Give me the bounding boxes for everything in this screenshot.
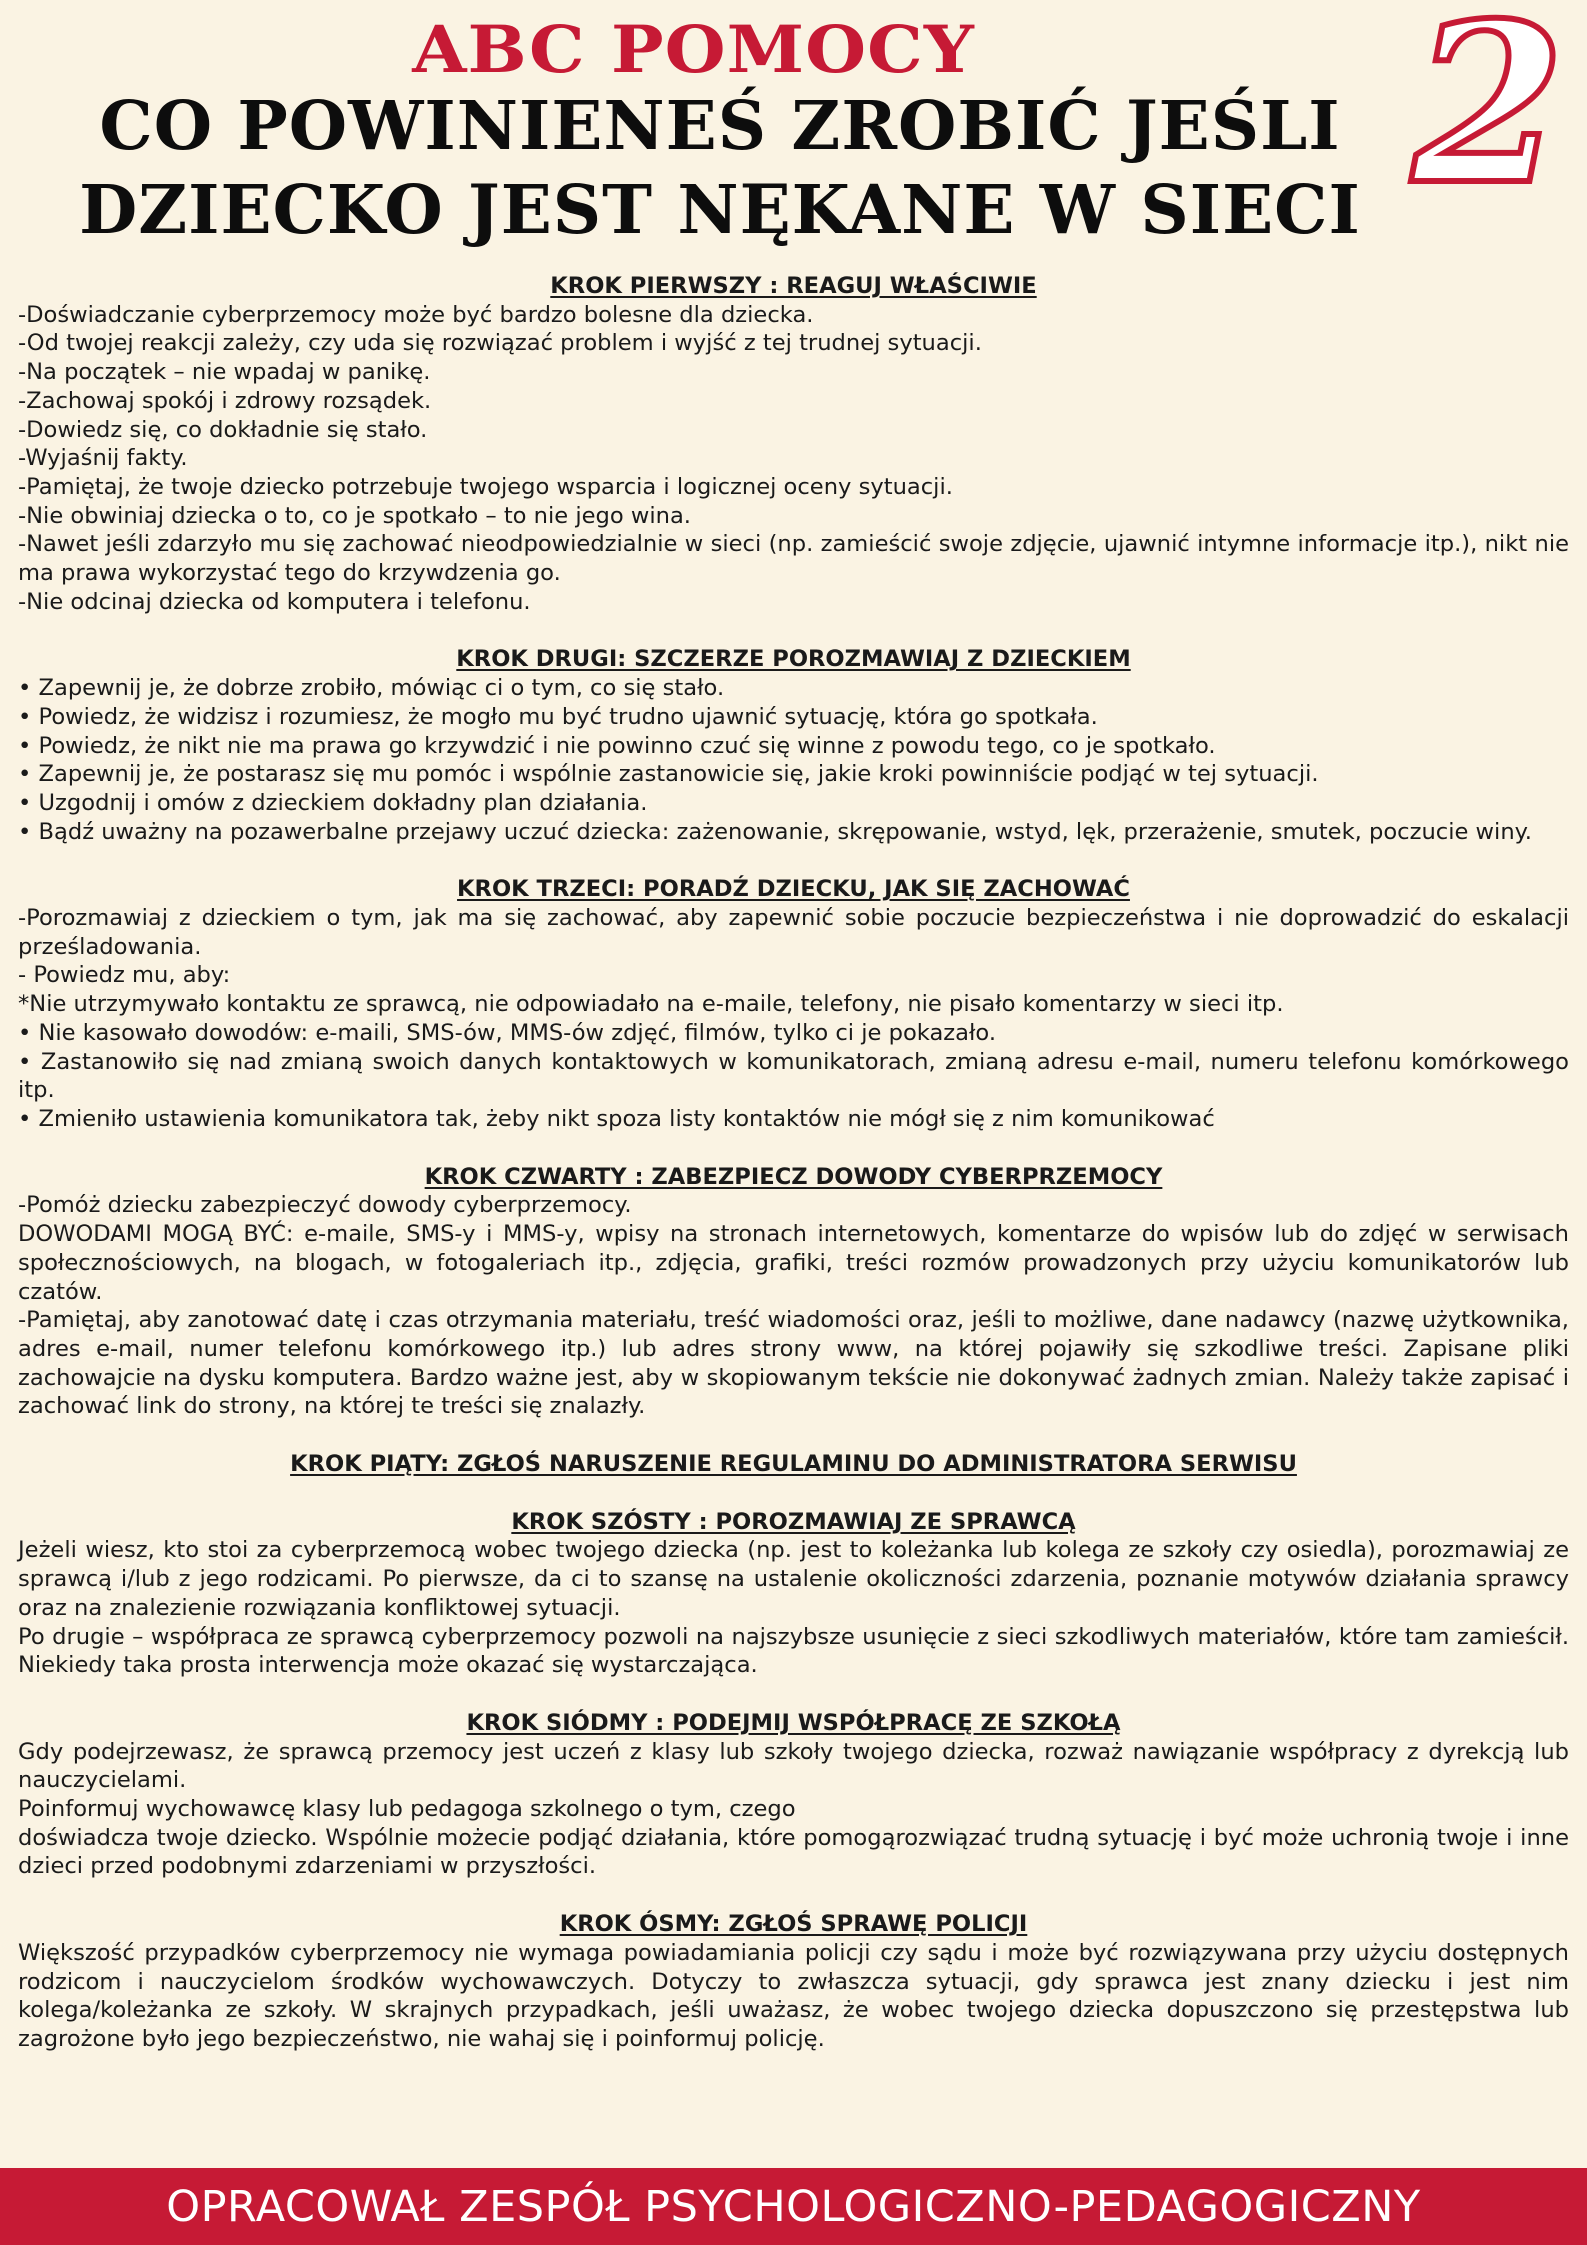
section-step-1 <box>18 272 1569 616</box>
section-title: KROK ÓSMY: ZGŁOŚ SPRAWĘ POLICJI <box>559 1911 1028 1938</box>
section-paragraph: Jeżeli wiesz, kto stoi za cyberprzemocą wobec twojego dziecka (np. jest to koleżanka lub kolega ze szkoły czy osiedla), porozmawiaj ze sprawcą i/lub z jego rodzicami. Po pierwsze, da ci to szansę na ustalenie okoliczności zdarzenia, poznanie motywów działania sprawcy oraz na znalezienie rozwiązania konfliktowej sytuacji. <box>18 1537 1569 1621</box>
section-paragraph: -Nie obwiniaj dziecka o to, co je spotkało – to nie jego wina. <box>18 502 691 529</box>
page-title <box>0 84 1440 252</box>
section-paragraph: • Nie kasowało dowodów: e-maili, SMS-ów, MMS-ów zdjęć, filmów, tylko ci je pokazało. <box>18 1019 997 1046</box>
section-paragraph: Po drugie – współpraca ze sprawcą cyberprzemocy pozwoli na najszybsze usunięcie z sieci szkodliwych materiałów, które tam zamieścił. Niekiedy taka prosta interwencja może okazać się wystarczająca. <box>18 1623 1569 1679</box>
section-paragraph: -Doświadczanie cyberprzemocy może być bardzo bolesne dla dziecka. <box>18 301 814 328</box>
footer-banner <box>0 2168 1587 2245</box>
section-paragraph: - Powiedz mu, aby: <box>18 962 231 989</box>
section-step-7 <box>18 1709 1569 1881</box>
section-title: KROK SZÓSTY : POROZMAWIAJ ZE SPRAWCĄ <box>511 1508 1076 1535</box>
section-paragraph: Poinformuj wychowawcę klasy lub pedagoga szkolnego o tym, czego <box>18 1796 796 1823</box>
section-title: KROK TRZECI: PORADŹ DZIECKU, JAK SIĘ ZACHOWAĆ <box>457 876 1130 903</box>
page-title-line-1: CO POWINIENEŚ ZROBIĆ JEŚLI <box>99 86 1341 165</box>
section-paragraph: Gdy podejrzewasz, że sprawcą przemocy jest uczeń z klasy lub szkoły twojego dziecka, rozważ nawiązanie współpracy z dyrekcją lub nauczycielami. <box>18 1738 1569 1794</box>
section-step-8 <box>18 1910 1569 2054</box>
section-paragraph: -Zachowaj spokój i zdrowy rozsądek. <box>18 387 432 414</box>
section-step-2 <box>18 645 1569 846</box>
section-step-5 <box>18 1450 1569 1479</box>
section-paragraph: -Pamiętaj, że twoje dziecko potrzebuje twojego wsparcia i logicznej oceny sytuacji. <box>18 473 953 500</box>
issue-number: 2 <box>1411 0 1565 233</box>
section-paragraph: -Pomóż dziecku zabezpieczyć dowody cyberprzemocy. <box>18 1192 632 1219</box>
section-paragraph: -Porozmawiaj z dzieckiem o tym, jak ma się zachować, aby zapewnić sobie poczucie bezpieczeństwa i nie doprowadzić do eskalacji prześladowania. <box>18 905 1569 960</box>
section-paragraph: • Powiedz, że nikt nie ma prawa go krzywdzić i nie powinno czuć się winne z powodu tego, co je spotkało. <box>18 732 1216 759</box>
section-paragraph: • Powiedz, że widzisz i rozumiesz, że mogło mu być trudno ujawnić sytuację, która go spotkała. <box>18 703 1098 730</box>
section-paragraph: • Zastanowiło się nad zmianą swoich danych kontaktowych w komunikatorach, zmianą adresu e-mail, numeru telefonu komórkowego itp. <box>18 1048 1569 1104</box>
section-paragraph: -Pamiętaj, aby zanotować datę i czas otrzymania materiału, treść wiadomości oraz, jeśli to możliwe, dane nadawcy (nazwę użytkownika, adres e-mail, numer telefonu komórkowego itp.) lub adres strony www, na której pojawiły się szkodliwe treści. Zapisane pliki zachowajcie na dysku komputera. Bardzo ważne jest, aby w skopiowanym tekście nie dokonywać żadnych zmian. Należy także zapisać i zachować link do strony, na której te treści się znalazły. <box>18 1307 1569 1420</box>
section-paragraph: • Uzgodnij i omów z dzieckiem dokładny plan działania. <box>18 789 648 816</box>
section-paragraph: *Nie utrzymywało kontaktu ze sprawcą, nie odpowiadało na e-maile, telefony, nie pisało komentarzy w sieci itp. <box>18 991 1284 1018</box>
top-title-text: ABC POMOCY <box>412 11 975 88</box>
header-top-title <box>0 8 1587 91</box>
section-title: KROK PIĄTY: ZGŁOŚ NARUSZENIE REGULAMINU DO ADMINISTRATORA SERWISU <box>290 1451 1297 1478</box>
section-paragraph: • Bądź uważny na pozawerbalne przejawy uczuć dziecka: zażenowanie, skrępowanie, wstyd, lęk, przerażenie, smutek, poczucie winy. <box>18 818 1532 845</box>
section-paragraph: -Wyjaśnij fakty. <box>18 445 188 472</box>
section-paragraph: • Zmieniło ustawienia komunikatora tak, żeby nikt spoza listy kontaktów nie mógł się z nim komunikować <box>18 1105 1215 1132</box>
section-paragraph: • Zapewnij je, że dobrze zrobiło, mówiąc ci o tym, co się stało. <box>18 675 725 702</box>
section-paragraph: -Na początek – nie wpadaj w panikę. <box>18 359 431 386</box>
section-paragraph: -Dowiedz się, co dokładnie się stało. <box>18 416 428 443</box>
section-step-3 <box>18 875 1569 1133</box>
section-paragraph: -Nie odcinaj dziecka od komputera i telefonu. <box>18 588 531 615</box>
section-paragraph: -Nawet jeśli zdarzyło mu się zachować nieodpowiedzialnie w sieci (np. zamieścić swoje zdjęcie, ujawnić intymne informacje itp.), nikt nie ma prawa wykorzystać tego do krzywdzenia go. <box>18 531 1569 587</box>
section-title: KROK DRUGI: SZCZERZE POROZMAWIAJ Z DZIECKIEM <box>456 646 1131 673</box>
page-title-line-2: DZIECKO JEST NĘKANE W SIECI <box>79 170 1361 249</box>
section-title: KROK CZWARTY : ZABEZPIECZ DOWODY CYBERPRZEMOCY <box>424 1163 1163 1190</box>
section-paragraph: DOWODAMI MOGĄ BYĆ: e-maile, SMS-y i MMS-y, wpisy na stronach internetowych, komentarze do wpisów lub do zdjęć w serwisach społecznościowych, na blogach, w fotogaleriach itp., zdjęcia, grafiki, treści rozmów prowadzonych przy użyciu komunikatorów lub czatów. <box>18 1221 1569 1305</box>
section-paragraph: Większość przypadków cyberprzemocy nie wymaga powiadamiania policji czy sądu i może być rozwiązywana przy użyciu dostępnych rodzicom i nauczycielom środków wychowawczych. Dotyczy to zwłaszcza sytuacji, gdy sprawca jest znany dziecku i jest nim kolega/koleżanka ze szkoły. W skrajnych przypadkach, jeśli uważasz, że wobec twojego dziecka dopuszczono się przestępstwa lub zagrożone było jego bezpieczeństwo, nie wahaj się i poinformuj policję. <box>18 1939 1569 2052</box>
section-paragraph: -Od twojej reakcji zależy, czy uda się rozwiązać problem i wyjść z tej trudnej sytuacji. <box>18 330 982 357</box>
section-title: KROK SIÓDMY : PODEJMIJ WSPÓŁPRACĘ ZE SZKOŁĄ <box>466 1709 1121 1736</box>
section-step-6 <box>18 1508 1569 1680</box>
section-paragraph: • Zapewnij je, że postarasz się mu pomóc i wspólnie zastanowicie się, jakie kroki powinniście podjąć w tej sytuacji. <box>18 761 1319 788</box>
footer-text: OPRACOWAŁ ZESPÓŁ PSYCHOLOGICZNO-PEDAGOGICZNY <box>166 2181 1421 2232</box>
section-step-4 <box>18 1163 1569 1421</box>
section-paragraph: doświadcza twoje dziecko. Wspólnie możecie podjąć działania, które pomogąrozwiązać trudną sytuację i być może uchronią twoje i inne dzieci przed podobnymi zdarzeniami w przyszłości. <box>18 1824 1569 1880</box>
section-title: KROK PIERWSZY : REAGUJ WŁAŚCIWIE <box>550 273 1037 299</box>
document-body <box>18 272 1569 2083</box>
